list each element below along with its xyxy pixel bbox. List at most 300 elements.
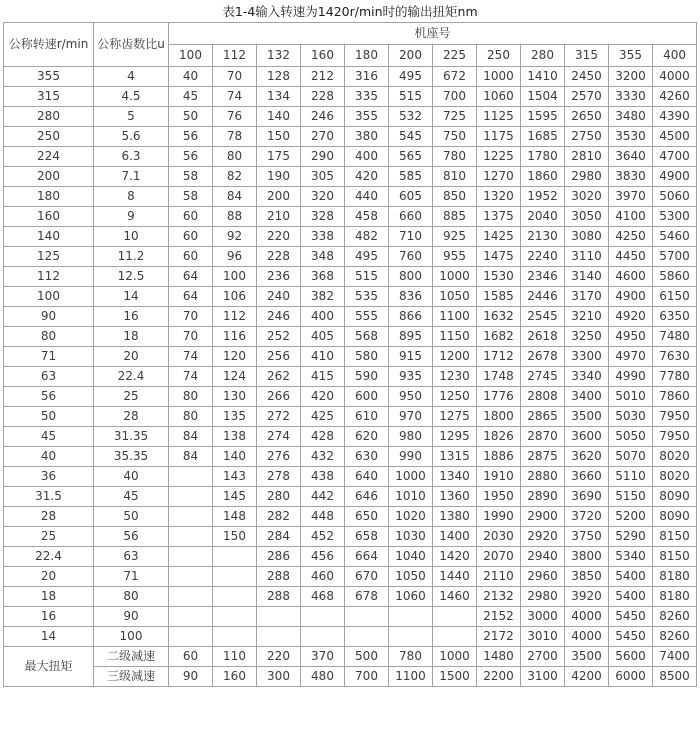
torque-value-cell: 480 (301, 667, 345, 687)
torque-value-cell: 140 (213, 447, 257, 467)
gear-ratio-cell: 12.5 (94, 267, 169, 287)
torque-value-cell: 110 (213, 647, 257, 667)
table-body (4, 67, 697, 687)
table-title: 表1-4输入转速为1420r/min时的输出扭矩nm (222, 4, 478, 19)
torque-value-cell: 440 (345, 187, 389, 207)
torque-value-cell: 228 (257, 247, 301, 267)
gear-ratio-cell: 90 (94, 607, 169, 627)
torque-value-cell: 50 (169, 107, 213, 127)
torque-value-cell: 8090 (653, 487, 697, 507)
table-row (4, 547, 697, 567)
torque-value-cell: 150 (257, 127, 301, 147)
frame-size-header: 180 (345, 45, 389, 67)
torque-value-cell: 5400 (609, 567, 653, 587)
torque-value-cell: 1010 (389, 487, 433, 507)
torque-value-cell: 120 (213, 347, 257, 367)
frame-size-header: 280 (521, 45, 565, 67)
torque-value-cell: 116 (213, 327, 257, 347)
frame-size-header: 400 (653, 45, 697, 67)
nominal-speed-cell: 20 (4, 567, 94, 587)
nominal-speed-cell: 100 (4, 287, 94, 307)
nominal-speed-cell: 80 (4, 327, 94, 347)
torque-value-cell: 1295 (433, 427, 477, 447)
torque-value-cell: 3600 (565, 427, 609, 447)
torque-value-cell: 3050 (565, 207, 609, 227)
gear-ratio-cell: 18 (94, 327, 169, 347)
torque-value-cell: 92 (213, 227, 257, 247)
torque-value-cell: 1000 (433, 267, 477, 287)
torque-value-cell: 3720 (565, 507, 609, 527)
torque-value-cell: 1950 (477, 487, 521, 507)
torque-value-cell: 580 (345, 347, 389, 367)
torque-value-cell (169, 487, 213, 507)
gear-ratio-cell: 10 (94, 227, 169, 247)
torque-value-cell: 4700 (653, 147, 697, 167)
frame-size-header: 250 (477, 45, 521, 67)
torque-value-cell: 1480 (477, 647, 521, 667)
torque-value-cell: 4250 (609, 227, 653, 247)
torque-value-cell: 84 (213, 187, 257, 207)
torque-value-cell: 2678 (521, 347, 565, 367)
table-row (4, 347, 697, 367)
torque-value-cell: 555 (345, 307, 389, 327)
table-row (4, 487, 697, 507)
torque-value-cell (169, 507, 213, 527)
torque-value-cell (169, 547, 213, 567)
torque-value-cell: 64 (169, 287, 213, 307)
torque-value-cell: 1460 (433, 587, 477, 607)
torque-value-cell: 1632 (477, 307, 521, 327)
torque-value-cell: 2346 (521, 267, 565, 287)
torque-value-cell: 1360 (433, 487, 477, 507)
torque-value-cell: 2030 (477, 527, 521, 547)
torque-value-cell: 2132 (477, 587, 521, 607)
nominal-speed-cell: 25 (4, 527, 94, 547)
torque-value-cell: 810 (433, 167, 477, 187)
torque-value-cell: 2570 (565, 87, 609, 107)
torque-value-cell (169, 467, 213, 487)
torque-value-cell: 78 (213, 127, 257, 147)
torque-value-cell: 2810 (565, 147, 609, 167)
torque-value-cell: 5450 (609, 627, 653, 647)
table-row (4, 147, 697, 167)
torque-value-cell: 925 (433, 227, 477, 247)
table-row (4, 567, 697, 587)
torque-value-cell: 278 (257, 467, 301, 487)
torque-value-cell: 130 (213, 387, 257, 407)
torque-value-cell: 605 (389, 187, 433, 207)
torque-value-cell: 112 (213, 307, 257, 327)
torque-value-cell: 45 (169, 87, 213, 107)
torque-value-cell: 1410 (521, 67, 565, 87)
torque-value-cell: 915 (389, 347, 433, 367)
torque-value-cell: 134 (257, 87, 301, 107)
torque-value-cell: 3480 (609, 107, 653, 127)
table-row (4, 307, 697, 327)
torque-value-cell: 2070 (477, 547, 521, 567)
torque-value-cell: 5050 (609, 427, 653, 447)
torque-value-cell: 1275 (433, 407, 477, 427)
torque-value-cell: 1500 (433, 667, 477, 687)
nominal-speed-cell: 18 (4, 587, 94, 607)
torque-value-cell: 620 (345, 427, 389, 447)
torque-value-cell: 710 (389, 227, 433, 247)
torque-value-cell: 700 (433, 87, 477, 107)
torque-value-cell (389, 627, 433, 647)
torque-value-cell: 3920 (565, 587, 609, 607)
torque-value-cell: 70 (169, 327, 213, 347)
frame-size-header: 355 (609, 45, 653, 67)
torque-value-cell: 5110 (609, 467, 653, 487)
nominal-speed-cell: 280 (4, 107, 94, 127)
torque-value-cell: 4200 (565, 667, 609, 687)
table-row (4, 467, 697, 487)
gear-ratio-cell: 22.4 (94, 367, 169, 387)
torque-value-cell: 4950 (609, 327, 653, 347)
torque-value-cell: 2040 (521, 207, 565, 227)
torque-value-cell: 1776 (477, 387, 521, 407)
torque-value-cell: 950 (389, 387, 433, 407)
torque-value-cell (169, 527, 213, 547)
torque-value-cell: 420 (345, 167, 389, 187)
torque-value-cell: 236 (257, 267, 301, 287)
gear-ratio-cell: 5 (94, 107, 169, 127)
torque-value-cell: 3080 (565, 227, 609, 247)
torque-value-cell: 84 (169, 427, 213, 447)
torque-value-cell: 8500 (653, 667, 697, 687)
nominal-speed-cell: 224 (4, 147, 94, 167)
torque-value-cell: 8150 (653, 527, 697, 547)
torque-value-cell: 1175 (477, 127, 521, 147)
torque-value-cell: 410 (301, 347, 345, 367)
torque-value-cell: 56 (169, 147, 213, 167)
torque-value-cell: 4000 (653, 67, 697, 87)
torque-value-cell: 725 (433, 107, 477, 127)
torque-value-cell: 74 (169, 367, 213, 387)
torque-value-cell (257, 627, 301, 647)
torque-value-cell: 1420 (433, 547, 477, 567)
torque-value-cell: 4000 (565, 627, 609, 647)
nominal-speed-cell: 71 (4, 347, 94, 367)
torque-value-cell (301, 607, 345, 627)
torque-value-cell: 1400 (433, 527, 477, 547)
gear-ratio-cell: 100 (94, 627, 169, 647)
gear-ratio-cell: 50 (94, 507, 169, 527)
table-row (4, 247, 697, 267)
torque-value-cell: 610 (345, 407, 389, 427)
frame-size-header: 225 (433, 45, 477, 67)
gear-ratio-cell: 56 (94, 527, 169, 547)
torque-value-cell: 290 (301, 147, 345, 167)
torque-value-cell: 5030 (609, 407, 653, 427)
torque-value-cell: 1000 (477, 67, 521, 87)
table-row (4, 427, 697, 447)
torque-value-cell: 7950 (653, 407, 697, 427)
table-row (4, 227, 697, 247)
torque-value-cell: 2920 (521, 527, 565, 547)
torque-value-cell: 6000 (609, 667, 653, 687)
torque-value-cell: 7860 (653, 387, 697, 407)
nominal-speed-cell: 56 (4, 387, 94, 407)
torque-value-cell: 3250 (565, 327, 609, 347)
torque-value-cell: 3800 (565, 547, 609, 567)
torque-value-cell: 1000 (389, 467, 433, 487)
max-torque-label: 最大扭矩 (4, 647, 94, 687)
gear-ratio-cell: 31.35 (94, 427, 169, 447)
torque-value-cell: 140 (257, 107, 301, 127)
torque-value-cell: 1040 (389, 547, 433, 567)
torque-value-cell: 262 (257, 367, 301, 387)
torque-value-cell: 3300 (565, 347, 609, 367)
torque-value-cell: 3640 (609, 147, 653, 167)
torque-value-cell: 2545 (521, 307, 565, 327)
torque-value-cell: 210 (257, 207, 301, 227)
frame-size-header: 200 (389, 45, 433, 67)
torque-value-cell: 4390 (653, 107, 697, 127)
torque-value-cell: 2130 (521, 227, 565, 247)
torque-value-cell: 124 (213, 367, 257, 387)
torque-value-cell: 895 (389, 327, 433, 347)
torque-value-cell: 7950 (653, 427, 697, 447)
gear-ratio-cell: 5.6 (94, 127, 169, 147)
torque-value-cell: 175 (257, 147, 301, 167)
torque-value-cell: 74 (169, 347, 213, 367)
torque-value-cell: 5600 (609, 647, 653, 667)
torque-value-cell: 1050 (433, 287, 477, 307)
torque-value-cell: 5400 (609, 587, 653, 607)
torque-value-cell (257, 607, 301, 627)
nominal-speed-cell: 36 (4, 467, 94, 487)
torque-value-cell: 2745 (521, 367, 565, 387)
nominal-speed-cell: 63 (4, 367, 94, 387)
torque-value-cell: 220 (257, 647, 301, 667)
torque-value-cell: 335 (345, 87, 389, 107)
torque-value-cell: 660 (389, 207, 433, 227)
torque-value-cell: 448 (301, 507, 345, 527)
torque-value-cell: 2865 (521, 407, 565, 427)
torque-value-cell: 1425 (477, 227, 521, 247)
table-row (4, 207, 697, 227)
torque-value-cell: 246 (301, 107, 345, 127)
table-row (4, 327, 697, 347)
torque-value-cell: 935 (389, 367, 433, 387)
torque-value-cell: 100 (213, 267, 257, 287)
torque-value-cell: 82 (213, 167, 257, 187)
torque-value-cell: 276 (257, 447, 301, 467)
torque-value-cell: 96 (213, 247, 257, 267)
torque-value-cell: 3500 (565, 647, 609, 667)
torque-value-cell: 672 (433, 67, 477, 87)
torque-value-cell: 2980 (565, 167, 609, 187)
torque-value-cell: 2240 (521, 247, 565, 267)
reduction-stage-cell: 二级减速 (94, 647, 169, 667)
torque-value-cell: 76 (213, 107, 257, 127)
torque-value-cell: 428 (301, 427, 345, 447)
torque-value-cell: 2875 (521, 447, 565, 467)
nominal-speed-cell: 40 (4, 447, 94, 467)
torque-value-cell: 1780 (521, 147, 565, 167)
torque-value-cell: 4100 (609, 207, 653, 227)
torque-value-cell: 2700 (521, 647, 565, 667)
torque-value-cell: 64 (169, 267, 213, 287)
torque-value-cell: 3500 (565, 407, 609, 427)
gear-ratio-cell: 4 (94, 67, 169, 87)
torque-value-cell: 88 (213, 207, 257, 227)
torque-value-cell: 1712 (477, 347, 521, 367)
torque-value-cell: 415 (301, 367, 345, 387)
torque-value-cell: 1440 (433, 567, 477, 587)
torque-value-cell: 288 (257, 567, 301, 587)
torque-value-cell (169, 567, 213, 587)
torque-value-cell: 1375 (477, 207, 521, 227)
torque-value-cell: 380 (345, 127, 389, 147)
torque-value-cell: 3400 (565, 387, 609, 407)
torque-value-cell: 4600 (609, 267, 653, 287)
torque-value-cell (213, 627, 257, 647)
torque-value-cell: 565 (389, 147, 433, 167)
torque-value-cell: 2890 (521, 487, 565, 507)
torque-value-cell: 348 (301, 247, 345, 267)
torque-value-cell: 955 (433, 247, 477, 267)
torque-value-cell: 780 (433, 147, 477, 167)
torque-value-cell: 74 (213, 87, 257, 107)
torque-value-cell: 1270 (477, 167, 521, 187)
torque-value-cell: 400 (301, 307, 345, 327)
torque-value-cell: 5070 (609, 447, 653, 467)
frame-size-header: 160 (301, 45, 345, 67)
torque-value-cell: 495 (389, 67, 433, 87)
torque-value-cell: 1060 (477, 87, 521, 107)
torque-value-cell: 190 (257, 167, 301, 187)
gear-ratio-cell: 28 (94, 407, 169, 427)
torque-value-cell (301, 627, 345, 647)
torque-value-cell: 2172 (477, 627, 521, 647)
frame-size-header: 132 (257, 45, 301, 67)
torque-value-cell: 80 (169, 387, 213, 407)
torque-value-cell: 640 (345, 467, 389, 487)
nominal-speed-cell: 28 (4, 507, 94, 527)
torque-value-cell: 320 (301, 187, 345, 207)
gear-ratio-cell: 16 (94, 307, 169, 327)
torque-value-cell (213, 587, 257, 607)
torque-value-cell: 8020 (653, 447, 697, 467)
torque-value-cell: 90 (169, 667, 213, 687)
nominal-speed-cell: 125 (4, 247, 94, 267)
nominal-speed-cell: 200 (4, 167, 94, 187)
torque-value-cell: 850 (433, 187, 477, 207)
torque-value-cell: 220 (257, 227, 301, 247)
torque-value-cell: 2152 (477, 607, 521, 627)
torque-value-cell: 8020 (653, 467, 697, 487)
table-row (4, 367, 697, 387)
torque-value-cell: 288 (257, 587, 301, 607)
torque-value-cell: 1340 (433, 467, 477, 487)
torque-value-cell: 3340 (565, 367, 609, 387)
torque-value-cell: 70 (169, 307, 213, 327)
torque-value-cell: 7630 (653, 347, 697, 367)
torque-value-cell: 150 (213, 527, 257, 547)
torque-value-cell: 252 (257, 327, 301, 347)
torque-value-cell: 135 (213, 407, 257, 427)
gear-ratio-cell: 80 (94, 587, 169, 607)
torque-value-cell: 425 (301, 407, 345, 427)
torque-value-cell: 980 (389, 427, 433, 447)
table-row (4, 387, 697, 407)
torque-value-cell: 515 (389, 87, 433, 107)
torque-value-cell: 160 (213, 667, 257, 687)
torque-value-cell: 8150 (653, 547, 697, 567)
torque-value-cell: 1910 (477, 467, 521, 487)
torque-value-cell: 56 (169, 127, 213, 147)
nominal-speed-cell: 355 (4, 67, 94, 87)
torque-value-cell: 370 (301, 647, 345, 667)
torque-value-cell: 1826 (477, 427, 521, 447)
torque-value-cell: 58 (169, 167, 213, 187)
torque-value-cell: 6150 (653, 287, 697, 307)
torque-value-cell: 246 (257, 307, 301, 327)
torque-value-cell: 4920 (609, 307, 653, 327)
torque-value-cell: 970 (389, 407, 433, 427)
torque-value-cell (169, 587, 213, 607)
torque-value-cell: 568 (345, 327, 389, 347)
torque-value-cell: 3210 (565, 307, 609, 327)
nominal-speed-cell: 45 (4, 427, 94, 447)
torque-value-cell: 468 (301, 587, 345, 607)
torque-value-cell: 2446 (521, 287, 565, 307)
torque-value-cell: 750 (433, 127, 477, 147)
torque-value-cell: 646 (345, 487, 389, 507)
gear-ratio-cell: 35.35 (94, 447, 169, 467)
torque-value-cell: 3620 (565, 447, 609, 467)
table-row (4, 267, 697, 287)
torque-value-cell: 1050 (389, 567, 433, 587)
torque-value-cell: 1100 (433, 307, 477, 327)
torque-value-cell: 338 (301, 227, 345, 247)
torque-value-cell: 515 (345, 267, 389, 287)
torque-value-cell: 405 (301, 327, 345, 347)
torque-value-cell: 5290 (609, 527, 653, 547)
torque-value-cell: 2110 (477, 567, 521, 587)
torque-value-cell: 4000 (565, 607, 609, 627)
frame-size-header: 315 (565, 45, 609, 67)
torque-value-cell: 4900 (653, 167, 697, 187)
torque-value-cell: 1250 (433, 387, 477, 407)
torque-value-cell: 5300 (653, 207, 697, 227)
torque-value-cell: 3660 (565, 467, 609, 487)
torque-value-cell (345, 627, 389, 647)
torque-value-cell: 368 (301, 267, 345, 287)
torque-value-cell: 1225 (477, 147, 521, 167)
torque-value-cell: 866 (389, 307, 433, 327)
frame-size-header: 100 (169, 45, 213, 67)
table-row (4, 87, 697, 107)
table-row (4, 167, 697, 187)
torque-value-cell: 800 (389, 267, 433, 287)
torque-value-cell (345, 607, 389, 627)
header-nominal-speed: 公称转速r/min (4, 23, 94, 67)
torque-value-cell: 300 (257, 667, 301, 687)
torque-value-cell: 2808 (521, 387, 565, 407)
torque-value-cell: 658 (345, 527, 389, 547)
torque-value-cell: 495 (345, 247, 389, 267)
torque-value-cell: 2940 (521, 547, 565, 567)
torque-value-cell: 5060 (653, 187, 697, 207)
torque-value-cell: 143 (213, 467, 257, 487)
nominal-speed-cell: 14 (4, 627, 94, 647)
torque-value-cell: 4900 (609, 287, 653, 307)
torque-value-cell: 60 (169, 227, 213, 247)
torque-value-cell: 458 (345, 207, 389, 227)
